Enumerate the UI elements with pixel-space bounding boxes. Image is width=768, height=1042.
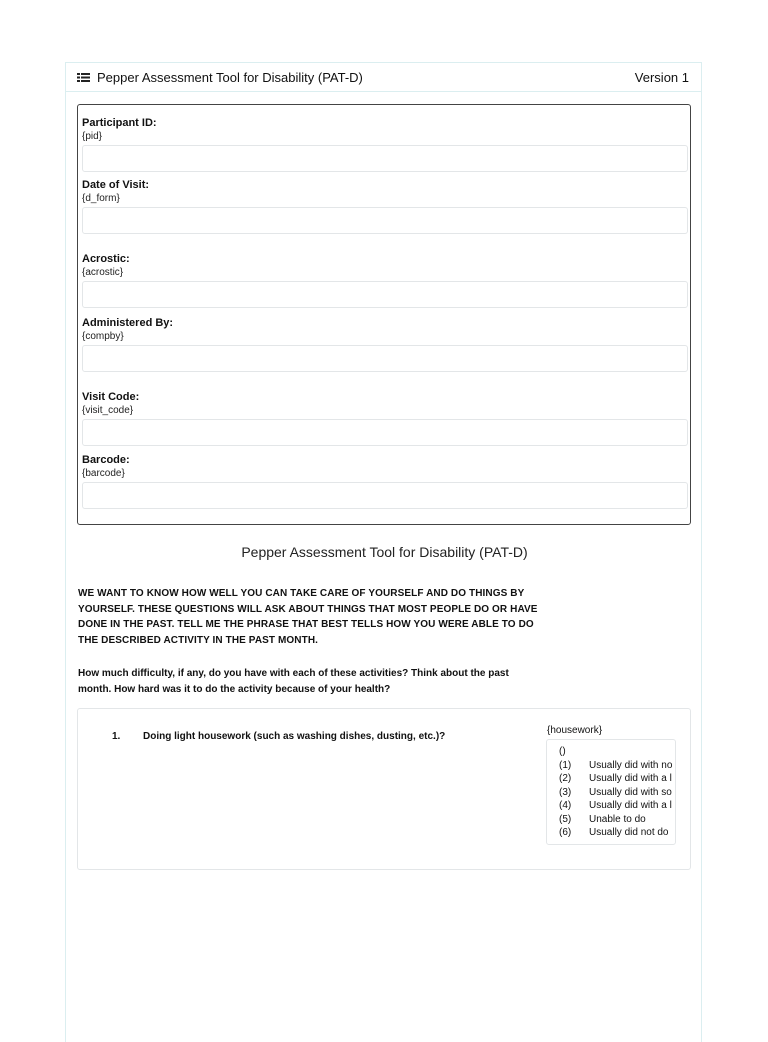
acrostic-field	[82, 252, 688, 308]
item-text: Doing light housework (such as washing dishes, dusting, etc.)?	[143, 731, 446, 742]
option-text: Usually did with so	[589, 786, 672, 798]
field-variable: {visit_code}	[82, 405, 134, 416]
option-4[interactable]	[547, 799, 675, 813]
item-variable: {housework}	[547, 725, 603, 736]
barcode-input[interactable]	[82, 482, 688, 509]
option-3[interactable]	[547, 786, 675, 800]
option-code: (4)	[559, 800, 572, 811]
option-text: Usually did not do	[589, 827, 669, 838]
question-prompt: How much difficulty, if any, do you have with each of these activities? Think about the past month. How hard was it to do the activity because of your health?	[78, 668, 509, 695]
form-panel	[65, 62, 702, 1042]
field-label: Acrostic:	[82, 253, 130, 265]
option-code: ()	[559, 746, 566, 757]
field-label: Participant ID:	[82, 117, 157, 129]
version-label: Version 1	[634, 69, 689, 85]
field-variable: {acrostic}	[82, 267, 124, 278]
option-6[interactable]	[547, 826, 675, 840]
option-code: (3)	[559, 786, 572, 798]
option-5[interactable]	[547, 813, 675, 827]
field-variable: {d_form}	[82, 193, 120, 204]
option-text: Usually did with a l	[589, 800, 672, 811]
option-code: (2)	[559, 773, 572, 784]
housework-select[interactable]	[546, 739, 676, 845]
section-subtitle: Pepper Assessment Tool for Disability (PAT-D)	[241, 544, 528, 560]
field-label: Date of Visit:	[82, 179, 150, 191]
administered-by-input[interactable]	[82, 345, 688, 372]
instruction-text: WE WANT TO KNOW HOW WELL YOU CAN TAKE CARE OF YOURSELF AND DO THINGS BY YOURSELF. THESE QUESTIONS WILL ASK ABOUT THINGS THAT MOST PEOPLE DO OR HAVE DONE IN THE PAST. TELL ME THE PHRASE THAT BEST TELLS HOW YOU WERE ABLE TO DO THE DESCRIBED ACTIVITY IN THE PAST MONTH.	[78, 588, 538, 646]
panel-header	[66, 63, 701, 92]
field-label: Visit Code:	[82, 391, 140, 403]
field-label: Administered By:	[82, 317, 174, 329]
option-code: (1)	[559, 759, 572, 771]
field-variable: {pid}	[82, 131, 103, 142]
option-text: Usually did with no	[589, 759, 673, 771]
visit-code-input[interactable]	[82, 419, 688, 446]
administered-by-field	[82, 316, 688, 372]
option-2[interactable]	[547, 772, 675, 786]
visit-code-field	[82, 390, 688, 446]
option-text: Unable to do	[589, 813, 646, 825]
identification-box	[77, 104, 691, 525]
acrostic-input[interactable]	[82, 281, 688, 308]
field-variable: {barcode}	[82, 468, 125, 479]
form-title: Pepper Assessment Tool for Disability (PAT-D)	[97, 69, 363, 85]
item-number: 1.	[112, 731, 121, 742]
option-code: (5)	[559, 813, 572, 825]
option-1[interactable]	[547, 759, 675, 773]
participant-id-input[interactable]	[82, 145, 688, 172]
field-variable: {compby}	[82, 331, 124, 342]
field-label: Barcode:	[82, 454, 130, 466]
option-blank[interactable]	[547, 745, 675, 759]
participant-id-field	[82, 116, 688, 172]
form-icon	[77, 73, 90, 82]
question-item-housework	[77, 708, 691, 870]
option-code: (6)	[559, 827, 572, 838]
barcode-field	[82, 453, 688, 509]
date-of-visit-field	[82, 178, 688, 234]
date-of-visit-input[interactable]	[82, 207, 688, 234]
option-text: Usually did with a l	[589, 773, 672, 784]
